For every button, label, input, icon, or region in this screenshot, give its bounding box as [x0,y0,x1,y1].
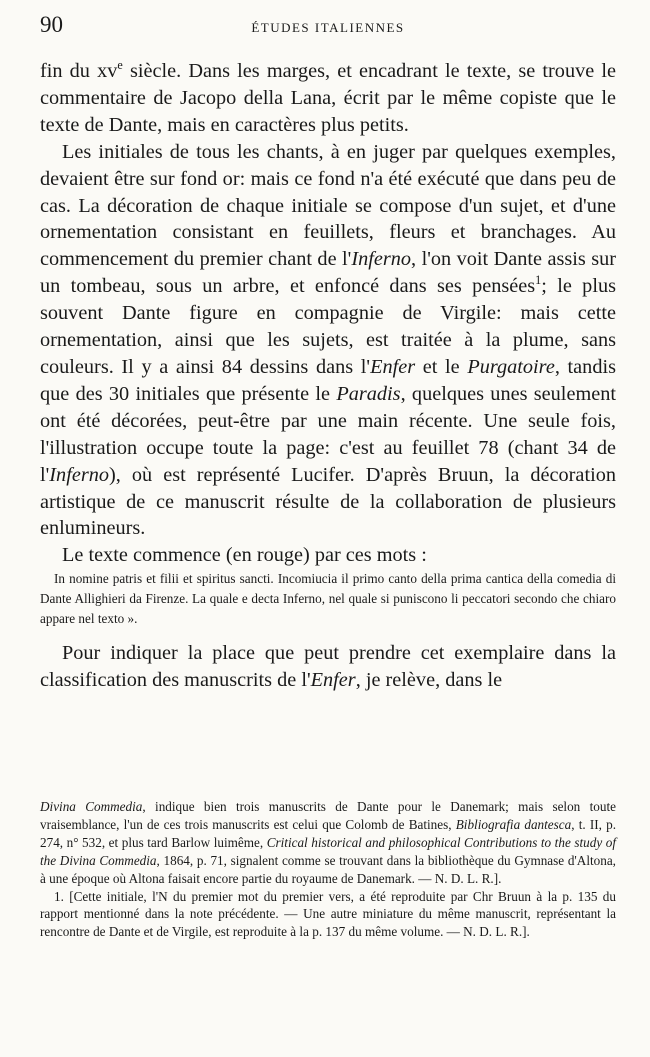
text-run: , quelques unes seulement ont été décorées, peut-être par une main récente. Une seule fois, l'illustration occupe toute la page: c'est au feuillet 78 (chant 34 de l' [40,382,616,486]
paragraph-continuation [40,58,616,139]
italic-text: Bibliografia dantesca [455,816,572,832]
text-run: et le [415,355,468,378]
running-title: ÉTUDES ITALIENNES [251,20,405,35]
text-run: , indique bien trois manuscrits de Dante pour le Danemark; mais selon toute vraisemblance, l'un de ces trois manuscrits est celui que Colomb de Batines, [40,799,616,832]
italic-text: Inferno [351,248,412,271]
footnotes [40,798,616,941]
text-run: , 1864, p. 71, signalent comme se trouvant dans la bibliothèque du Gymnase d'Altona, à une époque où Altona faisait encore partie du royaume de Danemark. — N. D. L. R.]. [40,852,616,886]
text-run: ; le plus souvent Dante figure en compagnie de Virgile: mais cette ornementation, ainsi que les sujets, est traitée à la plume, sans couleurs. Il y a ainsi 84 dessins dans l' [40,275,616,378]
paragraph-initials [40,139,616,543]
footnote-1 [40,888,616,942]
italic-text: Critical historical and philosophical Contributions to the study of the Divina Commedia [40,834,616,868]
running-header [0,12,650,42]
text-run: , l'on voit Dante assis sur un tombeau, sous un arbre, et enfoncé dans ses pensées [40,248,616,298]
paragraph-classification [40,640,616,694]
incipit-quote [40,569,616,629]
italic-text: Enfer [370,355,416,378]
text-run: , je relève, dans le [355,668,503,691]
paragraph-incipit-intro [40,542,616,569]
text-run: Les initiales de tous les chants, à en juger par quelques exemples, devaient être sur fond or: mais ce fond n'a été exécuté que dans peu de cas. La décoration de chaque initiale se compose d'un sujet, et d'une ornementation consistant en feuillets, fleurs et branchages. Au commencement du premier chant de l' [40,140,616,271]
text-run: In nomine patris et filii et spiritus sancti. Incomiucia il primo canto della prima cantica della comedia di Dante Allighieri da Firenze. La quale e decta Inferno, nel quale si puniscono li peccatori secondo che chiaro appare nel texto ». [40,571,616,627]
footnote-continuation [40,798,616,888]
text-run: siècle. Dans les marges, et encadrant le texte, se trouve le commentaire de Jacopo della Lana, écrit par le même copiste que le texte de Dante, mais en caractères plus petits. [40,60,617,136]
italic-text: Enfer [310,668,356,691]
superscript: e [117,58,123,73]
text-run: , tandis que des 30 initiales que présente le [40,355,616,405]
italic-text: Divina Commedia [40,799,143,814]
italic-text: Inferno [49,463,110,486]
text-run: Pour indiquer la place que peut prendre cet exemplaire dans la classification des manuscrits de l' [40,641,616,691]
text-run: , t. II, p. 274, n° 532, et plus tard Barlow luimême, [40,816,616,850]
superscript: 1 [535,273,542,288]
text-run: ), où est représenté Lucifer. D'après Bruun, la décoration artistique de ce manuscrit résulte de la collaboration de plusieurs enlumineurs. [40,463,616,540]
text-run: fin du xv [40,60,118,82]
page-number: 90 [40,12,63,37]
italic-text: Paradis [336,382,401,405]
text-run: Le texte commence (en rouge) par ces mots : [62,544,427,567]
main-text [40,58,616,694]
text-run: 1. [Cette initiale, l'N du premier mot du premier vers, a été reproduite par Chr Bruun à la p. 135 du rapport mentionné dans la note précédente. — Une autre miniature du même manuscrit, représentant la rencontre de Dante et de Virgile, est reproduite à la p. 137 du même volume. — N. D. L. R.]. [40,888,616,940]
italic-text: Purgatoire [467,355,555,378]
